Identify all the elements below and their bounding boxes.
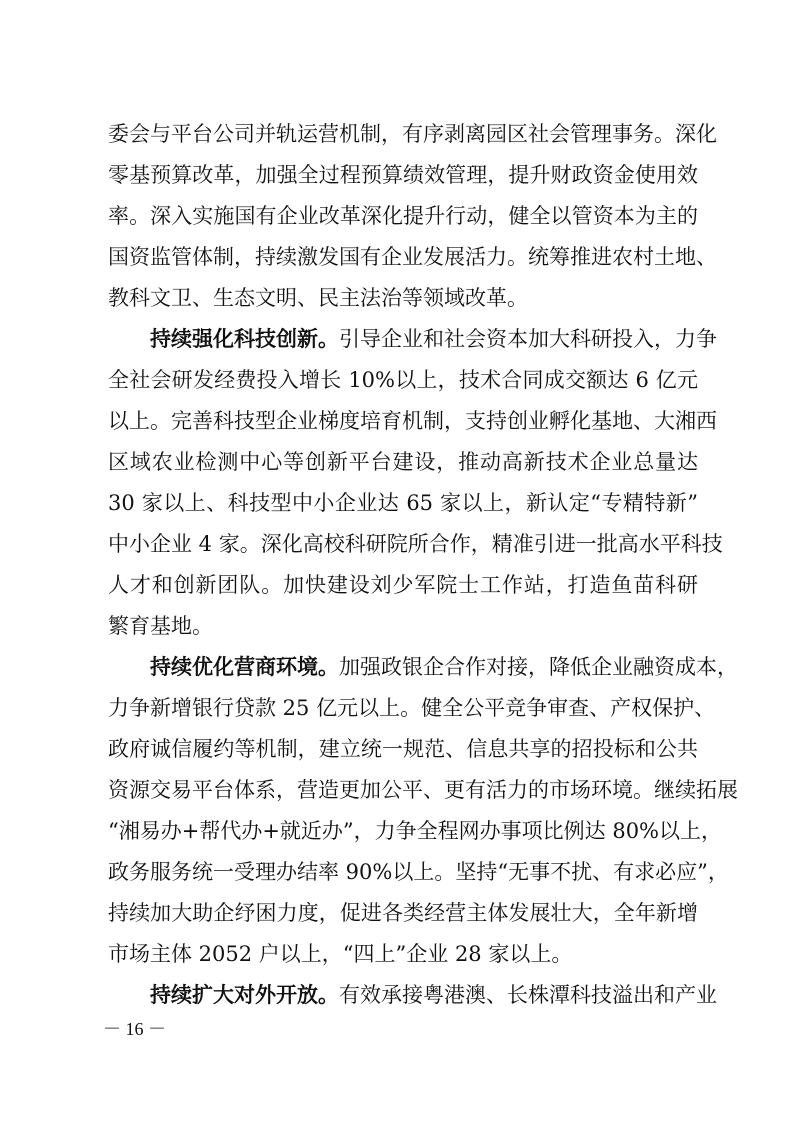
text-line: 政府诚信履约等机制，建立统一规范、信息共享的招投标和公共 [108,737,698,761]
paragraph-heading: 持续强化科技创新。 [150,327,339,351]
paragraph-heading: 持续扩大对外开放。 [150,983,339,1007]
paragraph-heading: 持续优化营商环境。 [150,655,339,679]
paragraph-first-line [150,647,738,687]
text-line: 人才和创新团队。加快建设刘少军院士工作站，打造鱼苗科研 [108,573,698,597]
text-line: 30 家以上、科技型中小企业达 65 家以上，新认定“专精特新” [108,491,698,515]
page-number: － 16 － [103,1019,166,1039]
text-line: 国资监管体制，持续激发国有企业发展活力。统筹推进农村土地、 [108,245,717,269]
text-line: 中小企业 4 家。深化高校科研院所合作，精准引进一批高水平科技 [108,532,723,556]
text-line: 繁育基地。 [108,614,213,638]
text-line: 以上。完善科技型企业梯度培育机制，支持创业孵化基地、大湘西 [108,409,717,433]
paragraph-first-line [150,975,717,1015]
paragraph-text: 加强政银企合作对接，降低企业融资成本， [339,655,738,679]
text-line: 力争新增银行贷款 25 亿元以上。健全公平竞争审查、产权保护、 [108,696,716,720]
paragraph-text: 有效承接粤港澳、长株潭科技溢出和产业 [339,983,717,1007]
paragraph-text: 引导企业和社会资本加大科研投入，力争 [339,327,717,351]
text-line: 政务服务统一受理办结率 90%以上。坚持“无事不扰、有求必应”， [108,860,729,884]
text-line: 教科文卫、生态文明、民主法治等领域改革。 [108,286,528,310]
text-line: 零基预算改革，加强全过程预算绩效管理，提升财政资金使用效 [108,163,698,187]
text-line: 委会与平台公司并轨运营机制，有序剥离园区社会管理事务。深化 [108,122,717,146]
text-line: 持续加大助企纾困力度，促进各类经营主体发展壮大，全年新增 [108,901,698,925]
text-line: 区域农业检测中心等创新平台建设，推动高新技术企业总量达 [108,450,698,474]
text-line: 全社会研发经费投入增长 10%以上，技术合同成交额达 6 亿元 [108,368,698,392]
text-line: 率。深入实施国有企业改革深化提升行动，健全以管资本为主的 [108,204,698,228]
paragraph-first-line [150,319,717,359]
text-line: “湘易办+帮代办+就近办”，力争全程网办事项比例达 80%以上， [108,819,723,843]
text-line: 市场主体 2052 户以上，“四上”企业 28 家以上。 [108,942,573,966]
text-line: 资源交易平台体系，营造更加公平、更有活力的市场环境。继续拓展 [108,778,738,802]
